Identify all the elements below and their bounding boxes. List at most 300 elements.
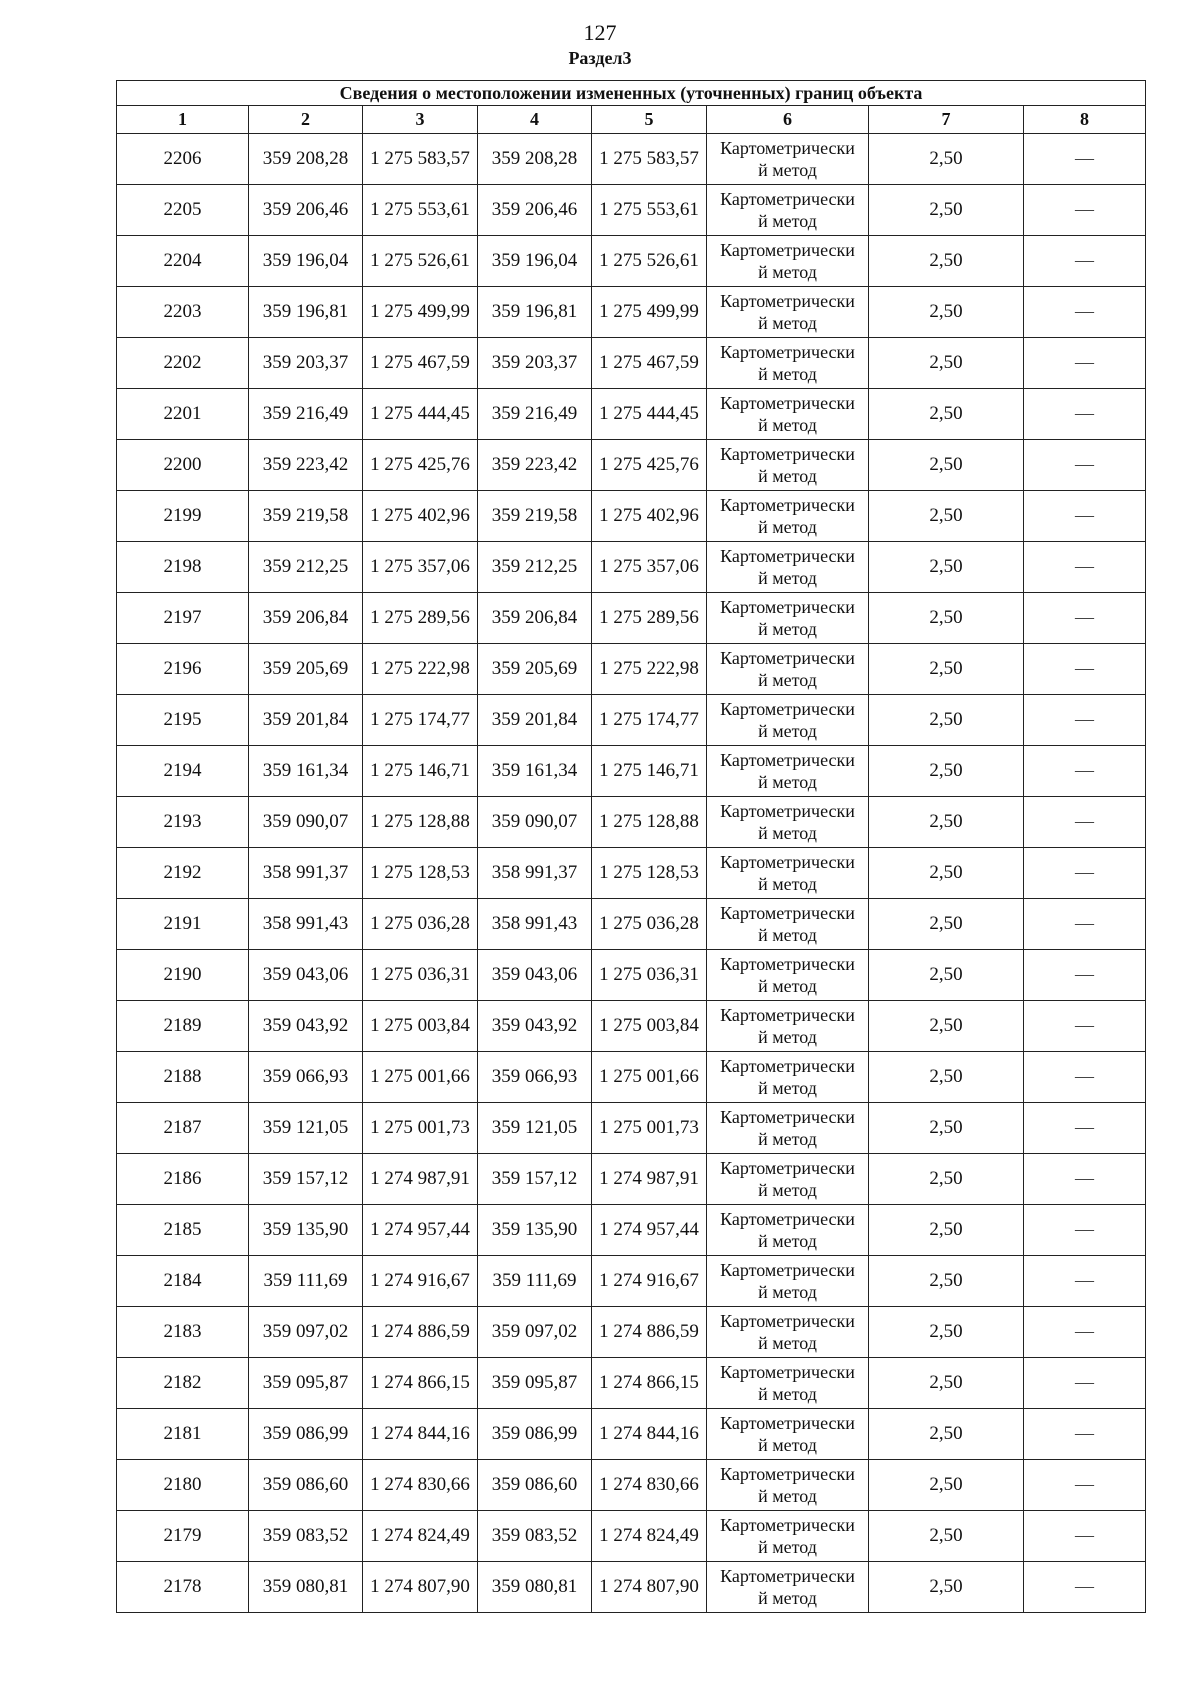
note-cell: —: [1024, 440, 1146, 491]
method-cell: [707, 899, 869, 950]
accuracy-cell: 2,50: [869, 1358, 1024, 1409]
method-text-line2: й метод: [758, 1384, 817, 1404]
existing-x-cell: 359 203,37: [249, 338, 363, 389]
note-cell: —: [1024, 1460, 1146, 1511]
point-number-cell: 2182: [117, 1358, 249, 1409]
method-text-line2: й метод: [758, 721, 817, 741]
method-text-line2: й метод: [758, 925, 817, 945]
method-cell: [707, 185, 869, 236]
updated-y-cell: 1 274 844,16: [592, 1409, 707, 1460]
updated-y-cell: 1 275 425,76: [592, 440, 707, 491]
method-text-line2: й метод: [758, 1333, 817, 1353]
method-cell: [707, 1358, 869, 1409]
table-row: [117, 899, 1146, 950]
method-cell: [707, 1511, 869, 1562]
point-number-cell: 2184: [117, 1256, 249, 1307]
existing-y-cell: 1 274 957,44: [363, 1205, 478, 1256]
updated-x-cell: 359 043,06: [478, 950, 592, 1001]
existing-y-cell: 1 274 830,66: [363, 1460, 478, 1511]
point-number-cell: 2194: [117, 746, 249, 797]
accuracy-cell: 2,50: [869, 287, 1024, 338]
accuracy-cell: 2,50: [869, 1511, 1024, 1562]
accuracy-cell: 2,50: [869, 695, 1024, 746]
updated-x-cell: 359 095,87: [478, 1358, 592, 1409]
note-cell: —: [1024, 695, 1146, 746]
method-text-line1: Картометрически: [720, 648, 855, 668]
table-row: [117, 1205, 1146, 1256]
method-text-line1: Картометрически: [720, 240, 855, 260]
method-text-line1: Картометрически: [720, 801, 855, 821]
point-number-cell: 2178: [117, 1562, 249, 1613]
existing-x-cell: 359 066,93: [249, 1052, 363, 1103]
table-row: [117, 695, 1146, 746]
updated-x-cell: 359 097,02: [478, 1307, 592, 1358]
method-text-line2: й метод: [758, 568, 817, 588]
method-text-line1: Картометрически: [720, 189, 855, 209]
updated-x-cell: 358 991,37: [478, 848, 592, 899]
table-row: [117, 1001, 1146, 1052]
point-number-cell: 2198: [117, 542, 249, 593]
column-number-row: [117, 106, 1146, 134]
method-text-line1: Картометрически: [720, 1515, 855, 1535]
existing-x-cell: 359 111,69: [249, 1256, 363, 1307]
existing-x-cell: 359 135,90: [249, 1205, 363, 1256]
column-number: 3: [363, 106, 478, 134]
note-cell: —: [1024, 644, 1146, 695]
point-number-cell: 2191: [117, 899, 249, 950]
method-text-line2: й метод: [758, 415, 817, 435]
note-cell: —: [1024, 950, 1146, 1001]
accuracy-cell: 2,50: [869, 1307, 1024, 1358]
point-number-cell: 2193: [117, 797, 249, 848]
updated-y-cell: 1 275 402,96: [592, 491, 707, 542]
existing-y-cell: 1 275 357,06: [363, 542, 478, 593]
accuracy-cell: 2,50: [869, 1562, 1024, 1613]
updated-x-cell: 359 196,04: [478, 236, 592, 287]
existing-y-cell: 1 275 001,66: [363, 1052, 478, 1103]
updated-y-cell: 1 275 036,31: [592, 950, 707, 1001]
note-cell: —: [1024, 899, 1146, 950]
accuracy-cell: 2,50: [869, 236, 1024, 287]
method-text-line2: й метод: [758, 466, 817, 486]
existing-x-cell: 359 205,69: [249, 644, 363, 695]
existing-x-cell: 359 201,84: [249, 695, 363, 746]
method-cell: [707, 236, 869, 287]
existing-y-cell: 1 275 402,96: [363, 491, 478, 542]
note-cell: —: [1024, 746, 1146, 797]
existing-y-cell: 1 274 866,15: [363, 1358, 478, 1409]
table-row: [117, 1460, 1146, 1511]
note-cell: —: [1024, 797, 1146, 848]
existing-x-cell: 359 223,42: [249, 440, 363, 491]
accuracy-cell: 2,50: [869, 797, 1024, 848]
point-number-cell: 2187: [117, 1103, 249, 1154]
method-text-line2: й метод: [758, 1129, 817, 1149]
updated-x-cell: 359 206,84: [478, 593, 592, 644]
existing-y-cell: 1 275 174,77: [363, 695, 478, 746]
table-row: [117, 848, 1146, 899]
updated-y-cell: 1 274 957,44: [592, 1205, 707, 1256]
updated-y-cell: 1 275 128,88: [592, 797, 707, 848]
updated-y-cell: 1 275 583,57: [592, 134, 707, 185]
point-number-cell: 2185: [117, 1205, 249, 1256]
existing-x-cell: 359 080,81: [249, 1562, 363, 1613]
updated-x-cell: 359 201,84: [478, 695, 592, 746]
method-text-line1: Картометрически: [720, 1056, 855, 1076]
existing-x-cell: 359 219,58: [249, 491, 363, 542]
point-number-cell: 2189: [117, 1001, 249, 1052]
updated-x-cell: 359 203,37: [478, 338, 592, 389]
updated-y-cell: 1 275 289,56: [592, 593, 707, 644]
updated-x-cell: 359 212,25: [478, 542, 592, 593]
accuracy-cell: 2,50: [869, 1460, 1024, 1511]
table-row: [117, 338, 1146, 389]
existing-y-cell: 1 275 444,45: [363, 389, 478, 440]
updated-x-cell: 359 083,52: [478, 1511, 592, 1562]
existing-y-cell: 1 274 824,49: [363, 1511, 478, 1562]
method-text-line1: Картометрически: [720, 954, 855, 974]
column-number: 1: [117, 106, 249, 134]
column-number: 4: [478, 106, 592, 134]
existing-y-cell: 1 275 128,53: [363, 848, 478, 899]
method-text-line1: Картометрически: [720, 1260, 855, 1280]
updated-x-cell: 359 196,81: [478, 287, 592, 338]
method-text-line2: й метод: [758, 211, 817, 231]
note-cell: —: [1024, 134, 1146, 185]
updated-y-cell: 1 274 807,90: [592, 1562, 707, 1613]
updated-x-cell: 359 121,05: [478, 1103, 592, 1154]
method-text-line1: Картометрически: [720, 699, 855, 719]
note-cell: —: [1024, 1256, 1146, 1307]
updated-y-cell: 1 275 036,28: [592, 899, 707, 950]
method-text-line1: Картометрически: [720, 393, 855, 413]
note-cell: —: [1024, 1205, 1146, 1256]
method-cell: [707, 389, 869, 440]
method-text-line1: Картометрически: [720, 291, 855, 311]
section-title: Раздел3: [568, 48, 632, 68]
existing-y-cell: 1 275 425,76: [363, 440, 478, 491]
updated-y-cell: 1 274 916,67: [592, 1256, 707, 1307]
table-row: [117, 1562, 1146, 1613]
table-row: [117, 593, 1146, 644]
updated-y-cell: 1 275 467,59: [592, 338, 707, 389]
method-text-line2: й метод: [758, 313, 817, 333]
existing-y-cell: 1 275 553,61: [363, 185, 478, 236]
note-cell: —: [1024, 1511, 1146, 1562]
boundary-coordinates-table: [116, 80, 1146, 1613]
method-cell: [707, 440, 869, 491]
existing-x-cell: 359 216,49: [249, 389, 363, 440]
method-text-line2: й метод: [758, 364, 817, 384]
accuracy-cell: 2,50: [869, 440, 1024, 491]
method-text-line1: Картометрически: [720, 903, 855, 923]
existing-x-cell: 358 991,37: [249, 848, 363, 899]
accuracy-cell: 2,50: [869, 899, 1024, 950]
table-row: [117, 491, 1146, 542]
point-number-cell: 2199: [117, 491, 249, 542]
method-text-line1: Картометрически: [720, 1464, 855, 1484]
existing-x-cell: 359 086,60: [249, 1460, 363, 1511]
existing-x-cell: 359 095,87: [249, 1358, 363, 1409]
method-text-line2: й метод: [758, 1231, 817, 1251]
column-number: 6: [707, 106, 869, 134]
updated-x-cell: 359 086,99: [478, 1409, 592, 1460]
table-row: [117, 1103, 1146, 1154]
existing-y-cell: 1 275 036,31: [363, 950, 478, 1001]
column-number: 5: [592, 106, 707, 134]
updated-x-cell: 359 161,34: [478, 746, 592, 797]
method-cell: [707, 1409, 869, 1460]
existing-x-cell: 359 097,02: [249, 1307, 363, 1358]
updated-y-cell: 1 274 830,66: [592, 1460, 707, 1511]
accuracy-cell: 2,50: [869, 1409, 1024, 1460]
updated-y-cell: 1 275 174,77: [592, 695, 707, 746]
existing-y-cell: 1 275 289,56: [363, 593, 478, 644]
table-row: [117, 134, 1146, 185]
method-cell: [707, 593, 869, 644]
updated-y-cell: 1 275 526,61: [592, 236, 707, 287]
existing-y-cell: 1 275 036,28: [363, 899, 478, 950]
existing-x-cell: 359 196,04: [249, 236, 363, 287]
updated-x-cell: 359 219,58: [478, 491, 592, 542]
method-text-line2: й метод: [758, 1282, 817, 1302]
point-number-cell: 2204: [117, 236, 249, 287]
table-body: [117, 134, 1146, 1613]
method-text-line1: Картометрически: [720, 546, 855, 566]
accuracy-cell: 2,50: [869, 1256, 1024, 1307]
method-text-line1: Картометрически: [720, 1107, 855, 1127]
point-number-cell: 2203: [117, 287, 249, 338]
method-text-line1: Картометрически: [720, 1362, 855, 1382]
existing-y-cell: 1 274 807,90: [363, 1562, 478, 1613]
method-text-line2: й метод: [758, 1588, 817, 1608]
method-text-line2: й метод: [758, 823, 817, 843]
accuracy-cell: 2,50: [869, 389, 1024, 440]
existing-x-cell: 359 157,12: [249, 1154, 363, 1205]
updated-x-cell: 359 043,92: [478, 1001, 592, 1052]
method-text-line1: Картометрически: [720, 444, 855, 464]
point-number-cell: 2188: [117, 1052, 249, 1103]
method-text-line2: й метод: [758, 874, 817, 894]
existing-x-cell: 359 043,06: [249, 950, 363, 1001]
point-number-cell: 2195: [117, 695, 249, 746]
accuracy-cell: 2,50: [869, 185, 1024, 236]
accuracy-cell: 2,50: [869, 848, 1024, 899]
point-number-cell: 2202: [117, 338, 249, 389]
point-number-cell: 2205: [117, 185, 249, 236]
method-text-line2: й метод: [758, 517, 817, 537]
existing-x-cell: 359 206,46: [249, 185, 363, 236]
updated-y-cell: 1 274 987,91: [592, 1154, 707, 1205]
accuracy-cell: 2,50: [869, 644, 1024, 695]
updated-x-cell: 359 066,93: [478, 1052, 592, 1103]
existing-x-cell: 359 043,92: [249, 1001, 363, 1052]
point-number-cell: 2197: [117, 593, 249, 644]
updated-y-cell: 1 275 146,71: [592, 746, 707, 797]
method-text-line2: й метод: [758, 262, 817, 282]
updated-x-cell: 359 223,42: [478, 440, 592, 491]
updated-x-cell: 359 216,49: [478, 389, 592, 440]
method-cell: [707, 1001, 869, 1052]
existing-y-cell: 1 275 467,59: [363, 338, 478, 389]
point-number-cell: 2190: [117, 950, 249, 1001]
updated-x-cell: 359 208,28: [478, 134, 592, 185]
updated-x-cell: 359 135,90: [478, 1205, 592, 1256]
note-cell: —: [1024, 1103, 1146, 1154]
method-cell: [707, 134, 869, 185]
table-row: [117, 746, 1146, 797]
note-cell: —: [1024, 338, 1146, 389]
method-text-line1: Картометрически: [720, 138, 855, 158]
accuracy-cell: 2,50: [869, 542, 1024, 593]
point-number-cell: 2186: [117, 1154, 249, 1205]
note-cell: —: [1024, 1358, 1146, 1409]
table-caption: Сведения о местоположении измененных (уточненных) границ объекта: [117, 81, 1146, 106]
accuracy-cell: 2,50: [869, 1154, 1024, 1205]
method-text-line1: Картометрически: [720, 1158, 855, 1178]
method-cell: [707, 338, 869, 389]
table-row: [117, 389, 1146, 440]
method-cell: [707, 695, 869, 746]
table-row: [117, 1052, 1146, 1103]
note-cell: —: [1024, 1001, 1146, 1052]
method-text-line2: й метод: [758, 1180, 817, 1200]
table-row: [117, 644, 1146, 695]
note-cell: —: [1024, 185, 1146, 236]
updated-y-cell: 1 275 001,66: [592, 1052, 707, 1103]
accuracy-cell: 2,50: [869, 338, 1024, 389]
method-text-line1: Картометрически: [720, 495, 855, 515]
updated-y-cell: 1 274 866,15: [592, 1358, 707, 1409]
updated-x-cell: 359 080,81: [478, 1562, 592, 1613]
point-number-cell: 2206: [117, 134, 249, 185]
method-text-line2: й метод: [758, 1537, 817, 1557]
method-text-line2: й метод: [758, 670, 817, 690]
column-number: 7: [869, 106, 1024, 134]
method-cell: [707, 491, 869, 542]
updated-y-cell: 1 275 553,61: [592, 185, 707, 236]
existing-y-cell: 1 275 146,71: [363, 746, 478, 797]
table-caption-row: [117, 81, 1146, 106]
table-row: [117, 1511, 1146, 1562]
note-cell: —: [1024, 1409, 1146, 1460]
method-cell: [707, 1154, 869, 1205]
updated-y-cell: 1 275 128,53: [592, 848, 707, 899]
accuracy-cell: 2,50: [869, 950, 1024, 1001]
point-number-cell: 2180: [117, 1460, 249, 1511]
point-number-cell: 2181: [117, 1409, 249, 1460]
method-text-line2: й метод: [758, 772, 817, 792]
method-text-line1: Картометрически: [720, 1413, 855, 1433]
method-text-line1: Картометрически: [720, 852, 855, 872]
method-cell: [707, 1460, 869, 1511]
existing-y-cell: 1 275 499,99: [363, 287, 478, 338]
method-cell: [707, 542, 869, 593]
method-cell: [707, 644, 869, 695]
method-text-line1: Картометрически: [720, 1311, 855, 1331]
note-cell: —: [1024, 542, 1146, 593]
page-number: 127: [583, 20, 617, 45]
method-cell: [707, 1256, 869, 1307]
updated-y-cell: 1 274 824,49: [592, 1511, 707, 1562]
point-number-cell: 2183: [117, 1307, 249, 1358]
note-cell: —: [1024, 287, 1146, 338]
accuracy-cell: 2,50: [869, 491, 1024, 542]
updated-y-cell: 1 275 001,73: [592, 1103, 707, 1154]
updated-x-cell: 359 090,07: [478, 797, 592, 848]
method-text-line1: Картометрически: [720, 750, 855, 770]
updated-y-cell: 1 275 222,98: [592, 644, 707, 695]
existing-x-cell: 359 206,84: [249, 593, 363, 644]
existing-x-cell: 359 090,07: [249, 797, 363, 848]
method-cell: [707, 287, 869, 338]
note-cell: —: [1024, 389, 1146, 440]
method-text-line1: Картометрически: [720, 1209, 855, 1229]
point-number-cell: 2179: [117, 1511, 249, 1562]
existing-y-cell: 1 275 583,57: [363, 134, 478, 185]
note-cell: —: [1024, 491, 1146, 542]
accuracy-cell: 2,50: [869, 1052, 1024, 1103]
method-text-line2: й метод: [758, 1435, 817, 1455]
accuracy-cell: 2,50: [869, 1001, 1024, 1052]
accuracy-cell: 2,50: [869, 746, 1024, 797]
existing-x-cell: 359 161,34: [249, 746, 363, 797]
existing-x-cell: 359 086,99: [249, 1409, 363, 1460]
updated-x-cell: 358 991,43: [478, 899, 592, 950]
note-cell: —: [1024, 1154, 1146, 1205]
existing-x-cell: 359 196,81: [249, 287, 363, 338]
table-row: [117, 1256, 1146, 1307]
accuracy-cell: 2,50: [869, 134, 1024, 185]
updated-y-cell: 1 275 357,06: [592, 542, 707, 593]
accuracy-cell: 2,50: [869, 1103, 1024, 1154]
note-cell: —: [1024, 1307, 1146, 1358]
method-text-line2: й метод: [758, 1486, 817, 1506]
existing-x-cell: 359 121,05: [249, 1103, 363, 1154]
table-row: [117, 797, 1146, 848]
note-cell: —: [1024, 1562, 1146, 1613]
updated-x-cell: 359 086,60: [478, 1460, 592, 1511]
method-cell: [707, 746, 869, 797]
point-number-cell: 2196: [117, 644, 249, 695]
table-row: [117, 1154, 1146, 1205]
method-cell: [707, 848, 869, 899]
method-cell: [707, 1307, 869, 1358]
updated-x-cell: 359 111,69: [478, 1256, 592, 1307]
point-number-cell: 2201: [117, 389, 249, 440]
note-cell: —: [1024, 593, 1146, 644]
method-cell: [707, 797, 869, 848]
existing-y-cell: 1 275 222,98: [363, 644, 478, 695]
column-number: 8: [1024, 106, 1146, 134]
method-text-line1: Картометрически: [720, 1566, 855, 1586]
existing-y-cell: 1 275 128,88: [363, 797, 478, 848]
updated-y-cell: 1 274 886,59: [592, 1307, 707, 1358]
note-cell: —: [1024, 848, 1146, 899]
point-number-cell: 2200: [117, 440, 249, 491]
accuracy-cell: 2,50: [869, 1205, 1024, 1256]
column-number: 2: [249, 106, 363, 134]
updated-y-cell: 1 275 499,99: [592, 287, 707, 338]
accuracy-cell: 2,50: [869, 593, 1024, 644]
existing-y-cell: 1 274 844,16: [363, 1409, 478, 1460]
method-cell: [707, 1562, 869, 1613]
table-row: [117, 185, 1146, 236]
method-cell: [707, 950, 869, 1001]
method-text-line1: Картометрически: [720, 597, 855, 617]
existing-x-cell: 359 083,52: [249, 1511, 363, 1562]
method-cell: [707, 1103, 869, 1154]
